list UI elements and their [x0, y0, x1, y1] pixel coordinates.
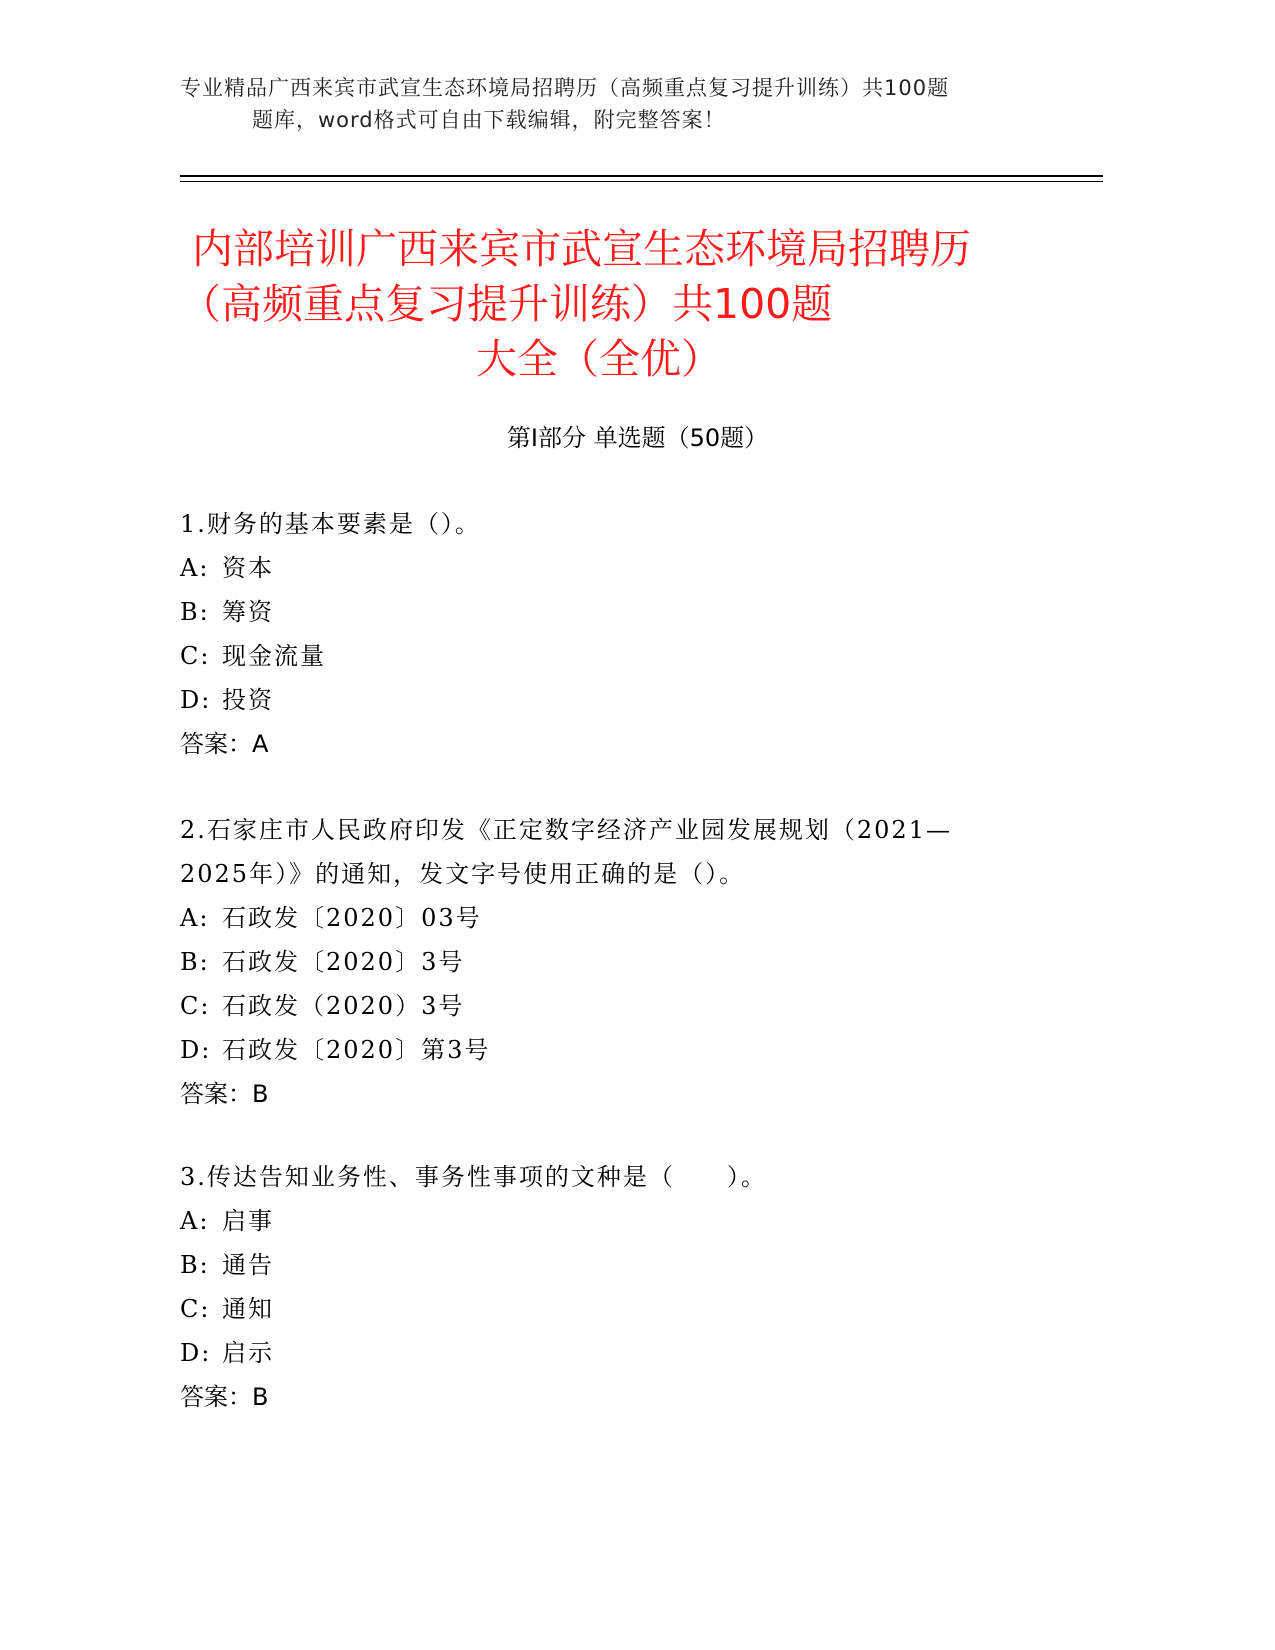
option-text: 石政发（2020）3号: [222, 992, 465, 1020]
document-header: [180, 72, 1060, 136]
option-letter: C:: [180, 1295, 211, 1323]
header-line-2: 题库，word格式可自由下载编辑，附完整答案！: [252, 108, 726, 132]
header-divider-thin: [180, 181, 1103, 182]
question-stem: 3.传达告知业务性、事务性事项的文种是（ ）。: [180, 1163, 767, 1191]
option-text: 现金流量: [222, 642, 326, 670]
option-text: 通告: [222, 1251, 274, 1279]
question-stem: 2.石家庄市人民政府印发《正定数字经济产业园发展规划（2021—: [180, 816, 952, 844]
option-text: 启示: [222, 1339, 274, 1367]
answer-line: 答案：A: [180, 730, 269, 758]
option-text: 通知: [222, 1295, 274, 1323]
question-3: [180, 1155, 1080, 1419]
option-text: 石政发〔2020〕第3号: [222, 1036, 491, 1064]
question-stem-continued: 2025年）》的通知，发文字号使用正确的是（）。: [180, 860, 746, 888]
option-letter: D:: [180, 1339, 212, 1367]
option-letter: B:: [180, 948, 210, 976]
option-c: [180, 634, 1080, 678]
option-letter: B:: [180, 598, 210, 626]
option-letter: D:: [180, 686, 212, 714]
question-2: [180, 808, 1080, 1116]
question-1: [180, 502, 1080, 766]
question-stem: 1.财务的基本要素是（）。: [180, 510, 481, 538]
option-letter: A:: [180, 1207, 210, 1235]
option-text: 石政发〔2020〕3号: [222, 948, 465, 976]
option-a: [180, 896, 1080, 940]
option-b: [180, 1243, 1080, 1287]
option-letter: A:: [180, 554, 210, 582]
option-text: 启事: [222, 1207, 274, 1235]
option-text: 资本: [222, 554, 274, 582]
option-letter: C:: [180, 992, 211, 1020]
answer-line: 答案：B: [180, 1383, 269, 1411]
option-letter: A:: [180, 904, 210, 932]
option-a: [180, 546, 1080, 590]
option-d: [180, 1028, 1080, 1072]
option-letter: C:: [180, 642, 211, 670]
section-title: 第Ⅰ部分 单选题（50题）: [506, 424, 769, 452]
option-letter: B:: [180, 1251, 210, 1279]
title-line-1: 内部培训广西来宾市武宣生态环境局招聘历: [192, 225, 971, 273]
option-text: 筹资: [222, 598, 274, 626]
option-b: [180, 590, 1080, 634]
option-letter: D:: [180, 1036, 212, 1064]
title-line-3: 大全（全优）: [476, 335, 722, 383]
answer-line: 答案：B: [180, 1080, 269, 1108]
option-c: [180, 984, 1080, 1028]
option-a: [180, 1199, 1080, 1243]
option-d: [180, 678, 1080, 722]
option-b: [180, 940, 1080, 984]
header-line-1: 专业精品广西来宾市武宣生态环境局招聘历（高频重点复习提升训练）共100题: [180, 76, 950, 100]
option-d: [180, 1331, 1080, 1375]
option-c: [180, 1287, 1080, 1331]
title-line-2: （高频重点复习提升训练）共100题: [180, 280, 833, 328]
header-divider-thick: [180, 175, 1103, 177]
option-text: 投资: [222, 686, 274, 714]
document-title: [180, 222, 1060, 387]
option-text: 石政发〔2020〕03号: [222, 904, 482, 932]
